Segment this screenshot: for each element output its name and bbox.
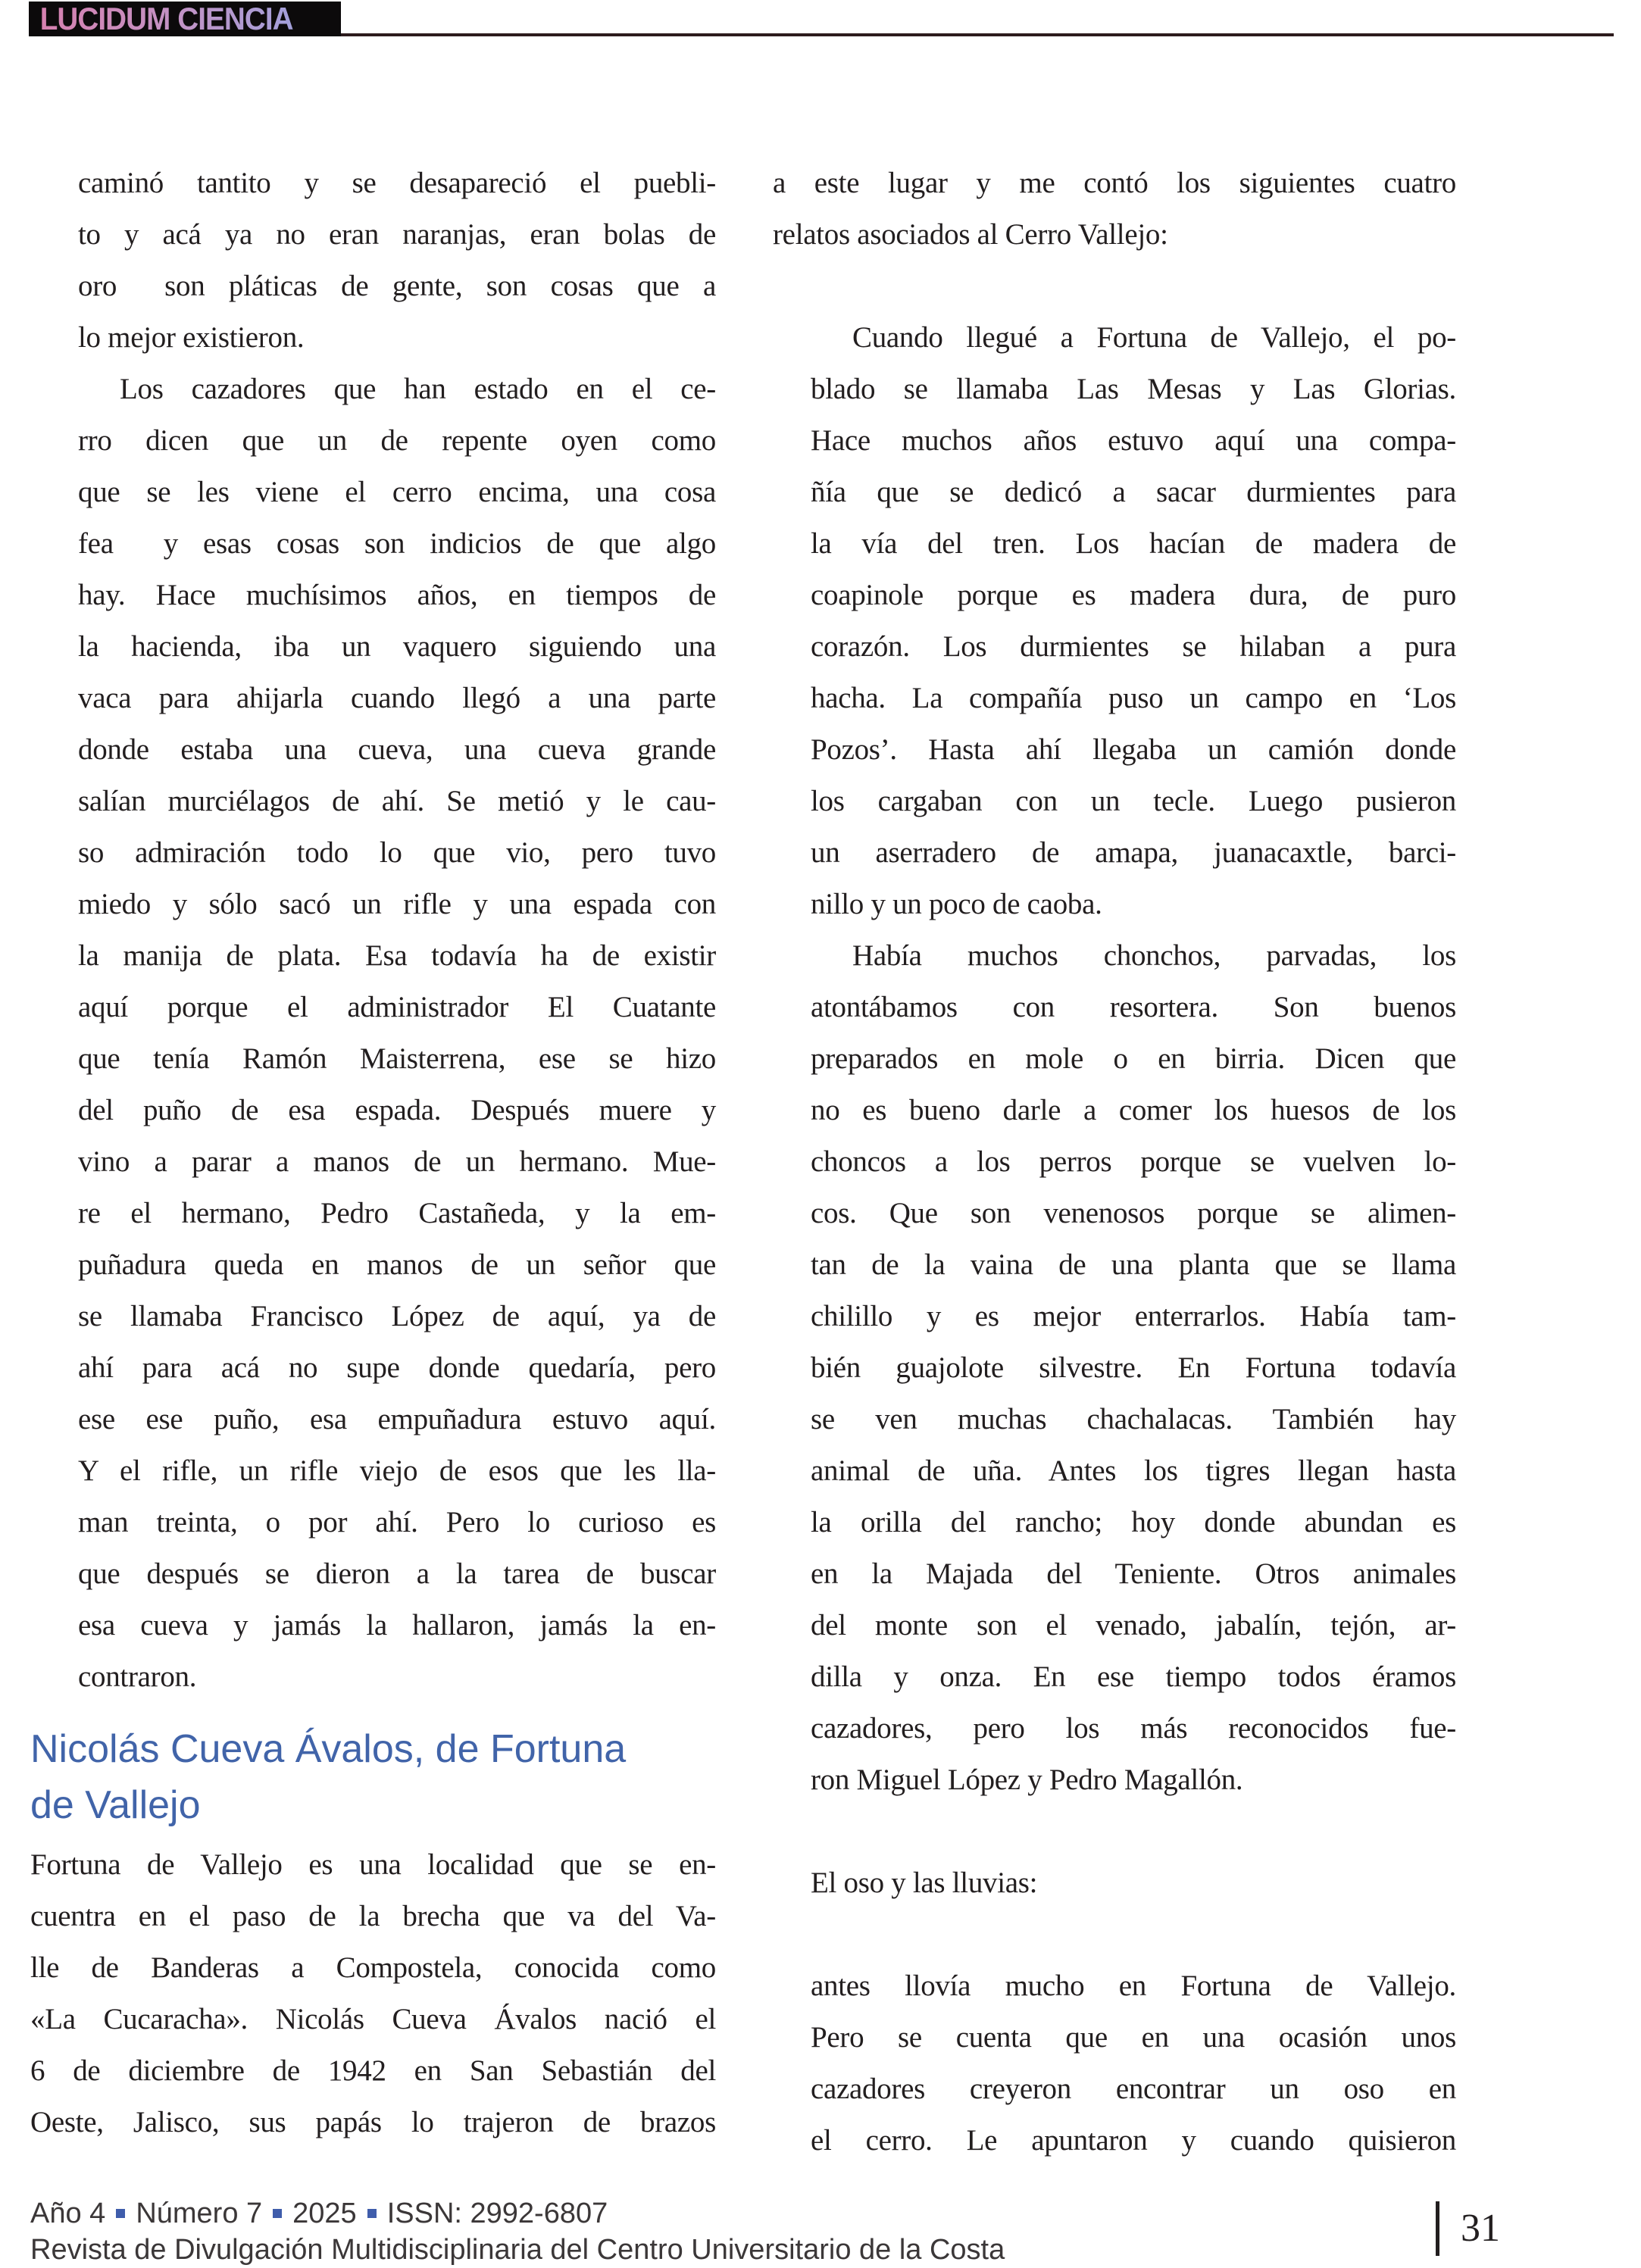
text-line: Pozos’. Hasta ahí llegaba un camión donde xyxy=(811,733,1456,766)
text-line: man treinta, o por ahí. Pero lo curioso es xyxy=(78,1506,716,1539)
text-line: to y acá ya no eran naranjas, eran bolas de xyxy=(78,218,716,251)
text-line: Y el rifle, un rifle viejo de esos que les lla- xyxy=(78,1454,716,1487)
text-line: rro dicen que un de repente oyen como xyxy=(78,424,716,457)
left-column-section-paragraph xyxy=(30,1839,716,2148)
text-line: no es bueno darle a comer los huesos de los xyxy=(811,1094,1456,1126)
text-line: cos. Que son venenosos porque se alimen- xyxy=(811,1197,1456,1229)
text-line: Nicolás Cueva Ávalos, de Fortuna xyxy=(30,1727,627,1771)
text-line: hay. Hace muchísimos años, en tiempos de xyxy=(78,579,716,611)
text-line: la hacienda, iba un vaquero siguiendo una xyxy=(78,630,716,663)
page-number: 31 xyxy=(1461,2207,1500,2250)
text-line: relatos asociados al Cerro Vallejo: xyxy=(773,218,1168,251)
text-line: salían murciélagos de ahí. Se metió y le cau- xyxy=(78,785,716,817)
footer-meta xyxy=(30,2195,1394,2232)
text-line: Oeste, Jalisco, sus papás lo trajeron de brazos xyxy=(30,2106,716,2138)
text-line: vaca para ahijarla cuando llegó a una parte xyxy=(78,682,716,714)
right-column-intro-paragraph xyxy=(773,158,1456,261)
page-number-bar xyxy=(1436,2201,1439,2256)
text-line: que se les viene el cerro encima, una cosa xyxy=(78,476,716,508)
text-line: corazón. Los durmientes se hilaban a pura xyxy=(811,630,1456,663)
text-line: blado se llamaba Las Mesas y Las Glorias. xyxy=(811,373,1456,405)
text-line: caminó tantito y se desapareció el puebli- xyxy=(78,167,716,199)
text-line: Los cazadores que han estado en el ce- xyxy=(120,373,716,405)
text-line: preparados en mole o en birria. Dicen que xyxy=(811,1042,1456,1075)
text-line: a este lugar y me contó los siguientes cuatro xyxy=(773,167,1456,199)
text-line: so admiración todo lo que vio, pero tuvo xyxy=(78,836,716,869)
text-line: coapinole porque es madera dura, de puro xyxy=(811,579,1456,611)
text-line: la manija de plata. Esa todavía ha de existir xyxy=(78,939,716,972)
text-line: del puño de esa espada. Después muere y xyxy=(78,1094,716,1126)
text-line: dilla y onza. En ese tiempo todos éramos xyxy=(811,1660,1456,1693)
footer-meta-item: Año 4 xyxy=(30,2198,106,2229)
text-line: el cerro. Le apuntaron y cuando quisieron xyxy=(811,2124,1456,2157)
text-line: Fortuna de Vallejo es una localidad que se en- xyxy=(30,1848,716,1881)
text-line: se ven muchas chachalacas. También hay xyxy=(811,1403,1456,1435)
footer-meta-item: ISSN: 2992-6807 xyxy=(386,2198,608,2229)
journal-logo-box xyxy=(29,2,341,36)
text-line: lle de Banderas a Compostela, conocida como xyxy=(30,1951,716,1984)
text-line: choncos a los perros porque se vuelven lo- xyxy=(811,1145,1456,1178)
text-line: ese ese puño, esa empuñadura estuvo aquí. xyxy=(78,1403,716,1435)
text-line: 6 de diciembre de 1942 en San Sebastián del xyxy=(30,2054,716,2087)
text-line: chilillo y es mejor enterrarlos. Había tam- xyxy=(811,1300,1456,1332)
text-line: contraron. xyxy=(78,1660,197,1693)
text-line: puñadura queda en manos de un señor que xyxy=(78,1248,716,1281)
text-line: Había muchos chonchos, parvadas, los xyxy=(852,939,1456,972)
text-line: fea y esas cosas son indicios de que algo xyxy=(78,527,716,560)
section-heading xyxy=(30,1721,716,1833)
text-line: un aserradero de amapa, juanacaxtle, barci- xyxy=(811,836,1456,869)
text-line: Hace muchos años estuvo aquí una compa- xyxy=(811,424,1456,457)
right-column-closing-paragraph xyxy=(811,1960,1456,2166)
text-line: Pero se cuenta que en una ocasión unos xyxy=(811,2021,1456,2054)
text-line: atontábamos con resortera. Son buenos xyxy=(811,991,1456,1023)
text-line: que después se dieron a la tarea de buscar xyxy=(78,1557,716,1590)
text-line: hacha. La compañía puso un campo en ‘Los xyxy=(811,682,1456,714)
text-line: oro son pláticas de gente, son cosas que a xyxy=(78,270,716,302)
page-footer xyxy=(30,2195,1394,2268)
text-line: que tenía Ramón Maisterrena, ese se hizo xyxy=(78,1042,716,1075)
text-line: cazadores creyeron encontrar un oso en xyxy=(811,2073,1456,2105)
text-line: «La Cucaracha». Nicolás Cueva Ávalos nació el xyxy=(30,2003,716,2035)
text-line: en la Majada del Teniente. Otros animales xyxy=(811,1557,1456,1590)
text-line: ron Miguel López y Pedro Magallón. xyxy=(811,1763,1243,1796)
text-line: tan de la vaina de una planta que se llama xyxy=(811,1248,1456,1281)
text-line: re el hermano, Pedro Castañeda, y la em- xyxy=(78,1197,716,1229)
text-line: la orilla del rancho; hoy donde abundan es xyxy=(811,1506,1456,1539)
footer-journal-name: Revista de Divulgación Multidisciplinaria del Centro Universitario de la Costa xyxy=(30,2234,1005,2266)
footer-separator-square xyxy=(367,2209,377,2218)
text-line: la vía del tren. Los hacían de madera de xyxy=(811,527,1456,560)
text-line: lo mejor existieron. xyxy=(78,321,305,354)
text-line: ahí para acá no supe donde quedaría, pero xyxy=(78,1351,716,1384)
journal-logo-text: LUCIDUM CIENCIA xyxy=(29,1,293,37)
text-line: nillo y un poco de caoba. xyxy=(811,888,1102,920)
text-line: se llamaba Francisco López de aquí, ya de xyxy=(78,1300,716,1332)
text-line: Cuando llegué a Fortuna de Vallejo, el po- xyxy=(852,321,1456,354)
story-subheading xyxy=(811,1857,1456,1909)
footer-meta-item: 2025 xyxy=(292,2198,357,2229)
text-line: cuentra en el paso de la brecha que va del Va- xyxy=(30,1900,716,1932)
text-line: donde estaba una cueva, una cueva grande xyxy=(78,733,716,766)
text-line: El oso y las lluvias: xyxy=(811,1867,1038,1899)
right-column-quote-paragraph-1 xyxy=(811,312,1456,930)
footer-separator-square xyxy=(116,2209,125,2218)
text-line: bién guajolote silvestre. En Fortuna todavía xyxy=(811,1351,1456,1384)
text-line: aquí porque el administrador El Cuatante xyxy=(78,991,716,1023)
text-line: cazadores, pero los más reconocidos fue- xyxy=(811,1712,1456,1745)
text-line: de Vallejo xyxy=(30,1783,201,1827)
text-line: antes llovía mucho en Fortuna de Vallejo. xyxy=(811,1970,1456,2002)
footer-meta-item: Número 7 xyxy=(136,2198,263,2229)
text-line: animal de uña. Antes los tigres llegan hasta xyxy=(811,1454,1456,1487)
footer-separator-square xyxy=(273,2209,282,2218)
right-column-quote-paragraph-2 xyxy=(811,930,1456,1806)
header-rule xyxy=(341,33,1614,36)
left-column-quote-paragraphs xyxy=(78,158,716,1703)
text-line: ñía que se dedicó a sacar durmientes para xyxy=(811,476,1456,508)
text-line: miedo y sólo sacó un rifle y una espada con xyxy=(78,888,716,920)
text-line: del monte son el venado, jabalín, tejón, ar- xyxy=(811,1609,1456,1642)
text-line: esa cueva y jamás la hallaron, jamás la en- xyxy=(78,1609,716,1642)
text-line: vino a parar a manos de un hermano. Mue- xyxy=(78,1145,716,1178)
text-line: los cargaban con un tecle. Luego pusieron xyxy=(811,785,1456,817)
